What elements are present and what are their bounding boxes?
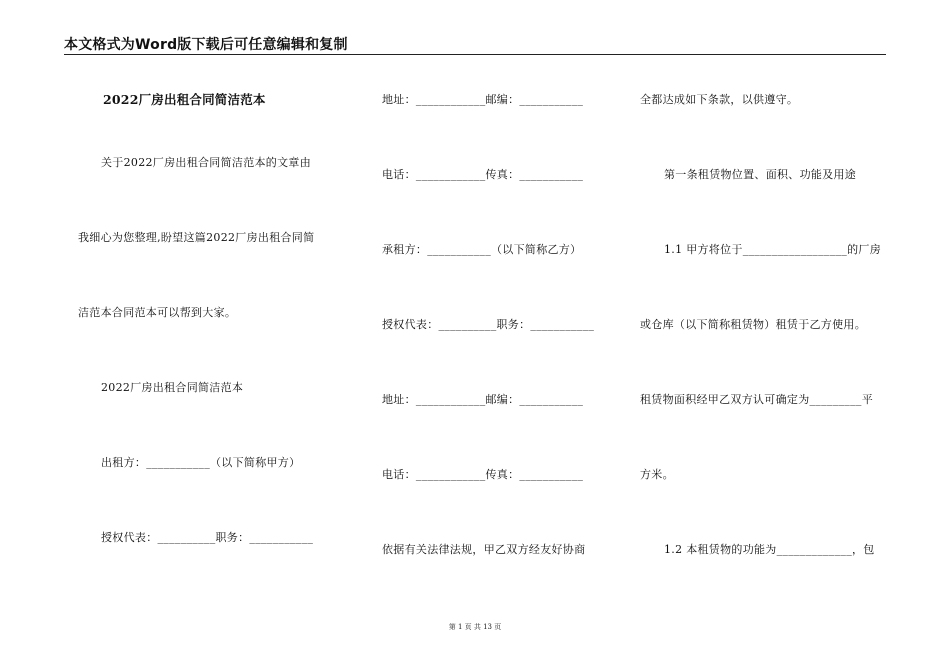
page-number: 第 1 页 共 13 页	[448, 623, 502, 631]
column-3	[620, 0, 900, 672]
column-1-line-5: 2022厂房出租合同简洁范本	[101, 381, 244, 394]
column-1-line-7: 授权代表：__________职务：___________	[101, 531, 314, 544]
column-2-line-4: 授权代表：__________职务：___________	[382, 318, 595, 331]
column-3-line-1: 全都达成如下条款，以供遵守。	[640, 93, 799, 106]
column-3-line-2: 第一条租赁物位置、面积、功能及用途	[664, 168, 857, 181]
column-1-line-6: 出租方：___________（以下简称甲方）	[101, 456, 301, 469]
document-title: 2022厂房出租合同简洁范本	[103, 92, 266, 107]
column-2-line-1: 地址：____________邮编：___________	[382, 93, 584, 106]
column-2-line-2: 电话：____________传真：___________	[382, 168, 584, 181]
column-3-line-6: 方米。	[640, 468, 674, 481]
column-3-line-7: 1.2 本租赁物的功能为_____________，包	[664, 543, 875, 556]
column-2-line-3: 承租方：___________（以下简称乙方）	[382, 243, 582, 256]
column-1-line-3: 我细心为您整理,盼望这篇2022厂房出租合同简	[78, 231, 315, 244]
column-2-line-7: 依据有关法律法规，甲乙双方经友好协商	[382, 543, 586, 556]
column-1-line-4: 洁范本合同范本可以帮到大家。	[78, 306, 237, 319]
column-3-line-3: 1.1 甲方将位于__________________的厂房	[664, 243, 881, 256]
column-2	[330, 0, 620, 672]
column-2-line-6: 电话：____________传真：___________	[382, 468, 584, 481]
column-1	[0, 0, 330, 672]
column-3-line-4: 或仓库（以下简称租赁物）租赁于乙方使用。	[640, 318, 866, 331]
column-2-line-5: 地址：____________邮编：___________	[382, 393, 584, 406]
column-1-line-2: 关于2022厂房出租合同简洁范本的文章由	[101, 156, 311, 169]
header-text: 本文格式为Word版下载后可任意编辑和复制	[64, 37, 348, 53]
column-3-line-5: 租赁物面积经甲乙双方认可确定为_________平	[640, 393, 873, 406]
